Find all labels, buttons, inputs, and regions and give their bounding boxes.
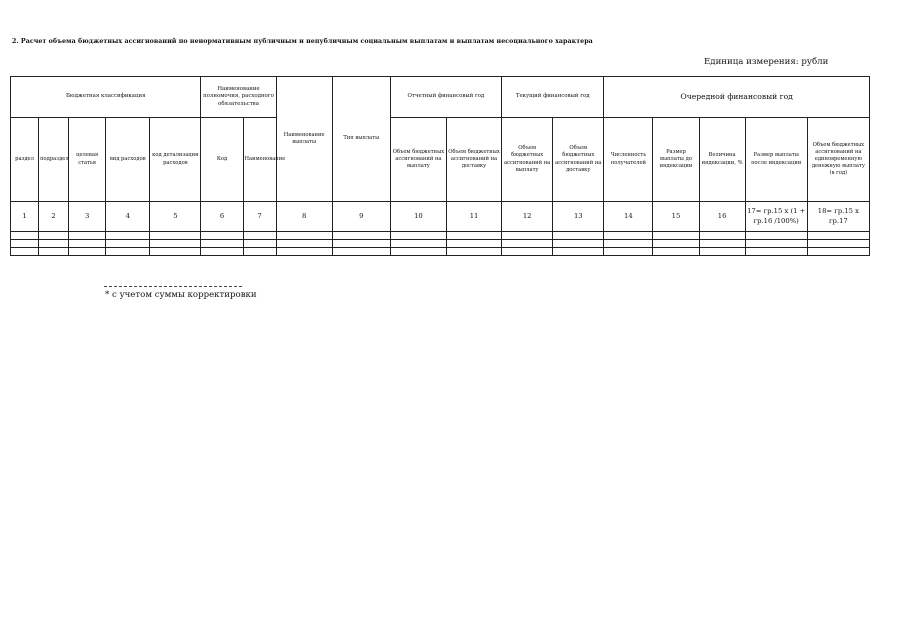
table-cell[interactable]: [106, 240, 150, 248]
group-next-year: Очередной финансовый год: [604, 77, 870, 118]
table-cell[interactable]: [653, 240, 699, 248]
section-heading: 2. Расчет объема бюджетных ассигнований по ненормативным публичным и непубличным социальным выплатам и выплатам несоциального характера: [12, 38, 593, 45]
column-number-cell: 18= гр.15 х гр.17: [807, 202, 869, 232]
column-number-cell: 13: [553, 202, 604, 232]
table-cell[interactable]: [390, 232, 446, 240]
table-cell[interactable]: [502, 248, 553, 256]
column-number-cell: 9: [332, 202, 390, 232]
group-current-year: Текущий финансовый год: [502, 77, 604, 118]
table-cell[interactable]: [745, 240, 807, 248]
col-recipients: Численность получателей: [604, 118, 653, 202]
col-target-article: целевая статья: [69, 118, 106, 202]
table-cell[interactable]: [390, 248, 446, 256]
subheader-row: [11, 118, 870, 202]
column-number-cell: 7: [243, 202, 276, 232]
table-cell[interactable]: [69, 232, 106, 240]
table-cell[interactable]: [446, 232, 501, 240]
table-cell[interactable]: [106, 232, 150, 240]
col-size-after-indexation: Размер выплаты после индексации: [745, 118, 807, 202]
column-number-cell: 8: [276, 202, 332, 232]
column-number-cell: 15: [653, 202, 699, 232]
table-cell[interactable]: [653, 248, 699, 256]
table-cell[interactable]: [150, 232, 201, 240]
table-cell[interactable]: [807, 232, 869, 240]
table-cell[interactable]: [332, 240, 390, 248]
table-cell[interactable]: [276, 248, 332, 256]
footnote-divider: [104, 286, 242, 287]
table-cell[interactable]: [807, 248, 869, 256]
col-one-time-payment-volume: Объем бюджетных ассигнований на единовременную денежную выплату (в год): [807, 118, 869, 202]
table-cell[interactable]: [201, 232, 243, 240]
col-expense-detail-code: код детализации расходов: [150, 118, 201, 202]
table-cell[interactable]: [553, 232, 604, 240]
table-cell[interactable]: [332, 248, 390, 256]
table-cell[interactable]: [553, 248, 604, 256]
table-cell[interactable]: [699, 240, 745, 248]
col-size-before-indexation: Размер выплаты до индексации: [653, 118, 699, 202]
column-number-cell: 3: [69, 202, 106, 232]
col-section: раздел: [11, 118, 39, 202]
table-cell[interactable]: [604, 232, 653, 240]
group-header-row: [11, 77, 870, 118]
column-number-cell: 12: [502, 202, 553, 232]
col-payment-name: Наименование выплаты: [276, 77, 332, 202]
table-cell[interactable]: [276, 240, 332, 248]
table-cell[interactable]: [69, 248, 106, 256]
table-cell[interactable]: [604, 240, 653, 248]
table-cell[interactable]: [446, 248, 501, 256]
table-cell[interactable]: [150, 240, 201, 248]
column-number-cell: 10: [390, 202, 446, 232]
table-cell[interactable]: [243, 240, 276, 248]
table-cell[interactable]: [604, 248, 653, 256]
table-cell[interactable]: [39, 240, 69, 248]
col-reporting-payment: Объем бюджетных ассигнований на выплату: [390, 118, 446, 202]
column-number-cell: 16: [699, 202, 745, 232]
table-cell[interactable]: [446, 240, 501, 248]
table-cell[interactable]: [699, 232, 745, 240]
col-subsection: подраздел: [39, 118, 69, 202]
table-cell[interactable]: [390, 240, 446, 248]
table-cell[interactable]: [201, 248, 243, 256]
col-current-payment: Объем бюджетных ассигнований на выплату: [502, 118, 553, 202]
table-row: [11, 248, 870, 256]
table-cell[interactable]: [243, 248, 276, 256]
table-cell[interactable]: [745, 232, 807, 240]
table-cell[interactable]: [807, 240, 869, 248]
table-cell[interactable]: [502, 232, 553, 240]
group-budget-classification: Бюджетная классификация: [11, 77, 201, 118]
col-indexation-percent: Величина индексации, %: [699, 118, 745, 202]
col-expense-type: вид расходов: [106, 118, 150, 202]
budget-table: [10, 76, 870, 256]
col-payment-type: Тип выплаты: [332, 77, 390, 202]
table-row: [11, 240, 870, 248]
col-current-delivery: Объем бюджетных ассигнований на доставку: [553, 118, 604, 202]
units-label: Единица измерения: рубли: [704, 57, 829, 67]
column-number-cell: 11: [446, 202, 501, 232]
column-number-cell: 2: [39, 202, 69, 232]
column-number-cell: 4: [106, 202, 150, 232]
column-number-cell: 17= гр.15 х (1 + гр.16 /100%): [745, 202, 807, 232]
column-number-cell: 14: [604, 202, 653, 232]
footnote: * с учетом суммы корректировки: [105, 290, 257, 300]
table-cell[interactable]: [699, 248, 745, 256]
table-cell[interactable]: [106, 248, 150, 256]
table-cell[interactable]: [243, 232, 276, 240]
group-reporting-year: Отчетный финансовый год: [390, 77, 501, 118]
table-cell[interactable]: [201, 240, 243, 248]
table-cell[interactable]: [11, 240, 39, 248]
col-code: Код: [201, 118, 243, 202]
table-cell[interactable]: [332, 232, 390, 240]
table-cell[interactable]: [502, 240, 553, 248]
column-number-cell: 1: [11, 202, 39, 232]
table-cell[interactable]: [150, 248, 201, 256]
table-cell[interactable]: [276, 232, 332, 240]
col-reporting-delivery: Объем бюджетных ассигнований на доставку: [446, 118, 501, 202]
column-number-cell: 5: [150, 202, 201, 232]
table-cell[interactable]: [11, 232, 39, 240]
table-cell[interactable]: [553, 240, 604, 248]
table-cell[interactable]: [69, 240, 106, 248]
table-cell[interactable]: [39, 248, 69, 256]
table-row: [11, 232, 870, 240]
table-cell[interactable]: [39, 232, 69, 240]
column-number-row: [11, 202, 870, 232]
col-name: Наименование: [243, 118, 276, 202]
column-number-cell: 6: [201, 202, 243, 232]
table-cell[interactable]: [745, 248, 807, 256]
table-cell[interactable]: [11, 248, 39, 256]
table-cell[interactable]: [653, 232, 699, 240]
group-obligation-name: Наименование полномочия, расходного обязательства: [201, 77, 276, 118]
